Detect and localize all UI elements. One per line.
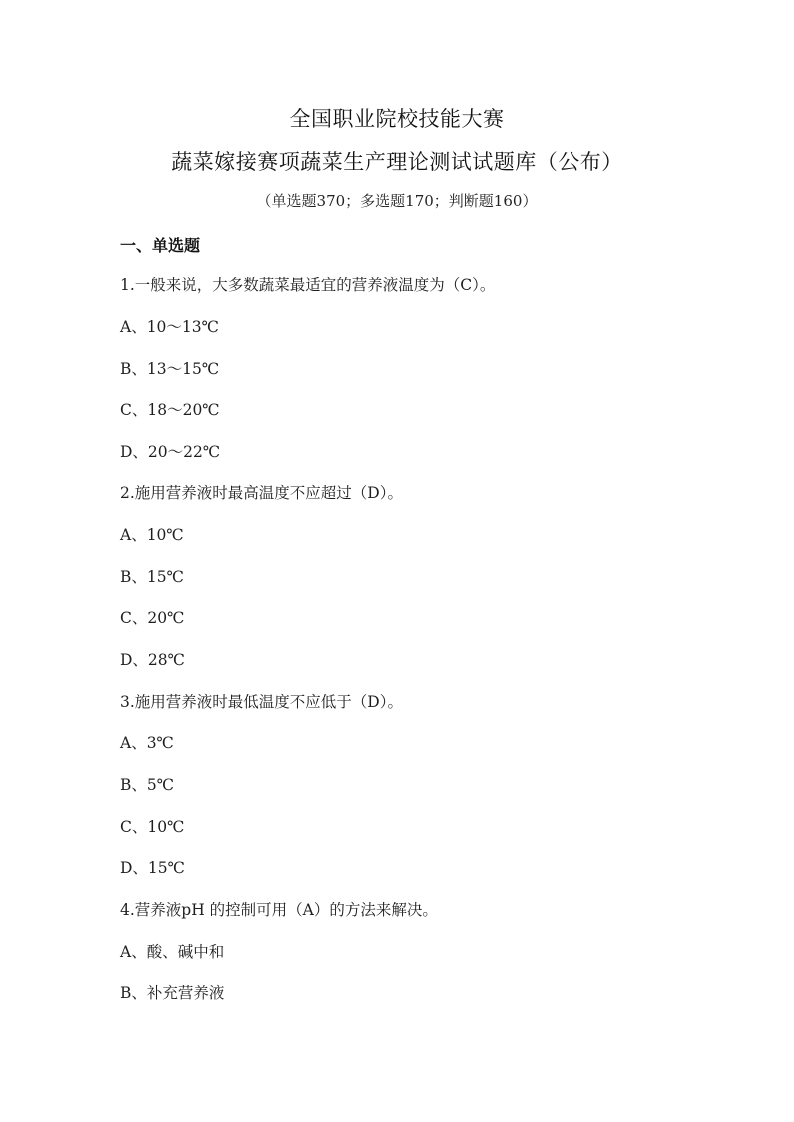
question-option: A、酸、碱中和 [120, 943, 225, 961]
question-option: C、10℃ [120, 818, 185, 836]
question-option: A、10℃ [120, 526, 184, 544]
question-option: B、补充营养液 [120, 984, 225, 1002]
question-option: B、15℃ [120, 568, 184, 586]
question-stem: 1.一般来说，大多数蔬菜最适宜的营养液温度为（C）。 [120, 276, 496, 294]
section-heading: 一、单选题 [120, 236, 201, 255]
question-option: A、10～13℃ [120, 318, 219, 336]
question-option: C、20℃ [120, 609, 185, 627]
question-stem: 2.施用营养液时最高温度不应超过（D）。 [120, 484, 403, 502]
document-title: 全国职业院校技能大赛 [289, 107, 505, 131]
document-subtitle-title: 蔬菜嫁接赛项蔬菜生产理论测试试题库（公布） [171, 150, 623, 174]
question-option: C、18～20℃ [120, 401, 220, 419]
question-option: B、5℃ [120, 776, 175, 794]
question-option: D、20～22℃ [120, 443, 221, 461]
question-option: D、15℃ [120, 859, 185, 877]
question-count-summary: （单选题370；多选题170；判断题160） [256, 192, 538, 210]
question-option: B、13～15℃ [120, 360, 220, 378]
question-stem: 3.施用营养液时最低温度不应低于（D）。 [120, 693, 403, 711]
question-option: A、3℃ [120, 734, 174, 752]
question-option: D、28℃ [120, 651, 185, 669]
question-stem: 4.营养液pH 的控制可用（A）的方法来解决。 [120, 901, 438, 919]
